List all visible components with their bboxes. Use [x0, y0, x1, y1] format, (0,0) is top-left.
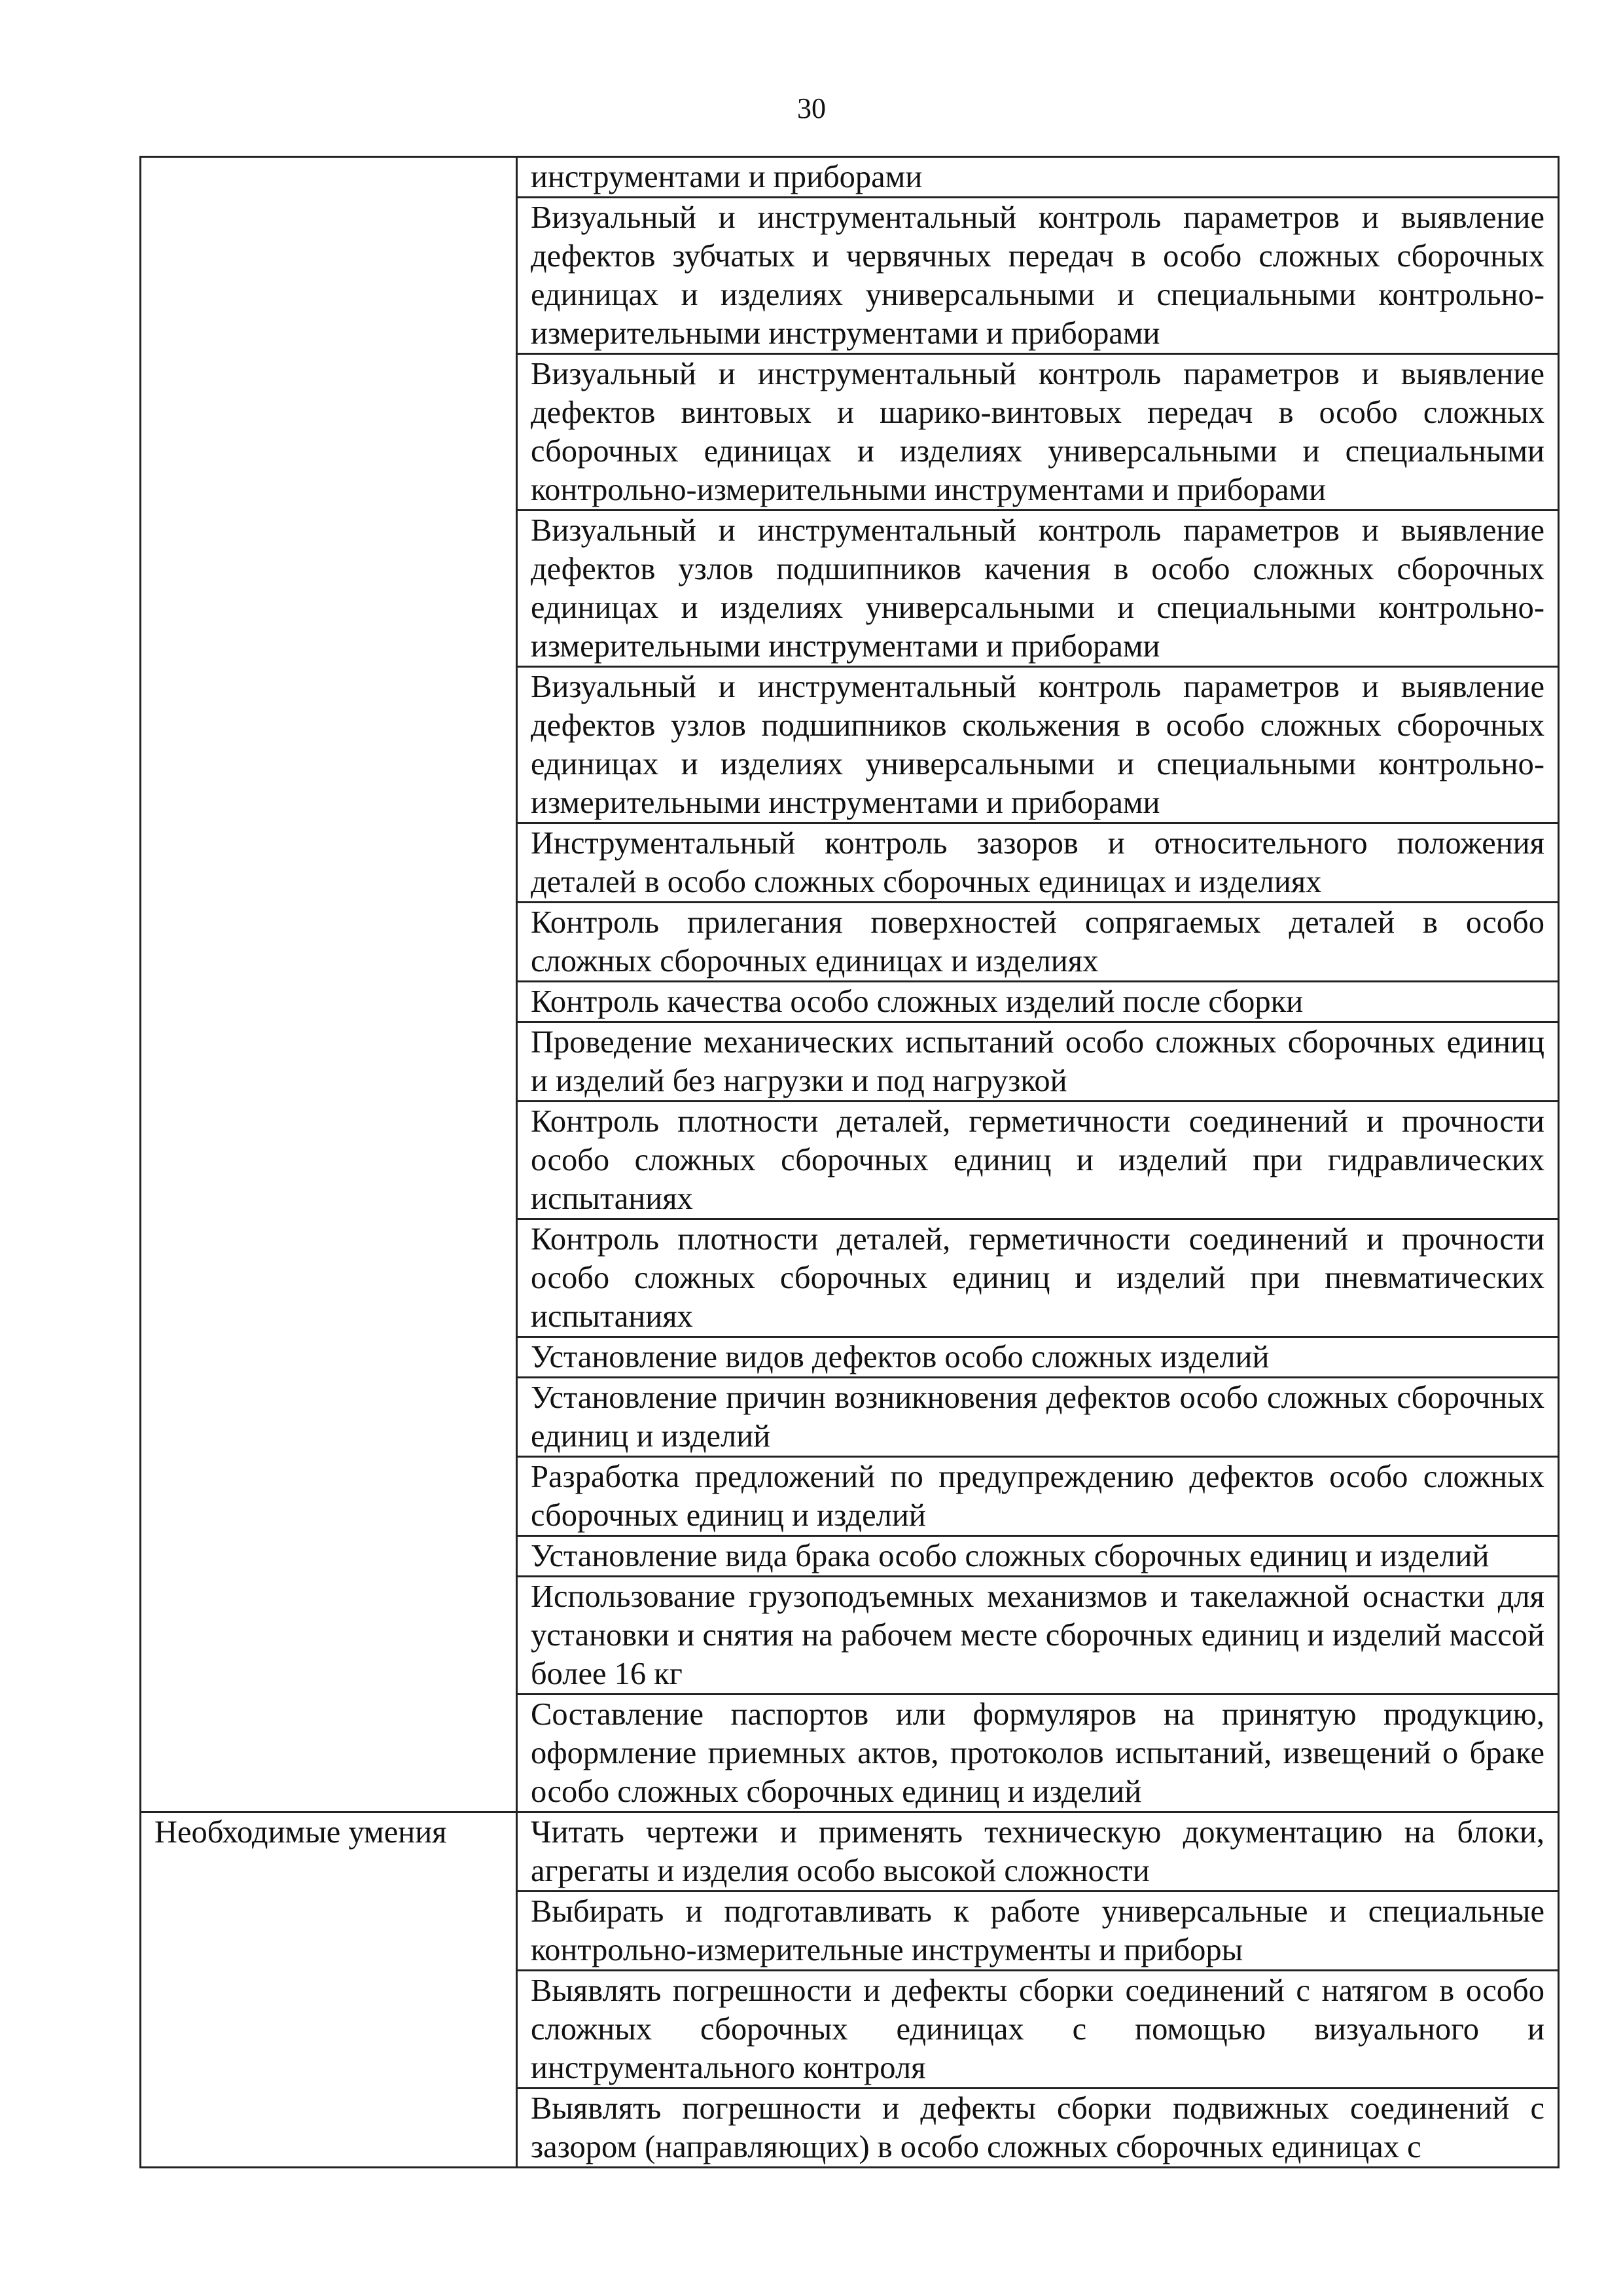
table-row	[141, 1812, 1559, 1892]
table-cell: Визуальный и инструментальный контроль параметров и выявление дефектов винтовых и шарико-винтовых передач в особо сложных сборочных единицах и изделиях универсальными и специальными контрольно-измерительными инструментами и приборами	[517, 354, 1559, 511]
table-cell: Установление видов дефектов особо сложных изделий	[517, 1337, 1559, 1378]
table-cell: Установление причин возникновения дефектов особо сложных сборочных единиц и изделий	[517, 1378, 1559, 1457]
table-cell: Выявлять погрешности и дефекты сборки подвижных соединений с зазором (направляющих) в особо сложных сборочных единицах с	[517, 2089, 1559, 2168]
table-cell: Проведение механических испытаний особо сложных сборочных единиц и изделий без нагрузки и под нагрузкой	[517, 1022, 1559, 1102]
page-number: 30	[797, 92, 826, 124]
table-cell: Инструментальный контроль зазоров и относительного положения деталей в особо сложных сборочных единицах и изделиях	[517, 823, 1559, 903]
table-cell: Составление паспортов или формуляров на принятую продукцию, оформление приемных актов, протоколов испытаний, извещений о браке особо сложных сборочных единиц и изделий	[517, 1695, 1559, 1812]
table-cell: Использование грузоподъемных механизмов и такелажной оснастки для установки и снятия на рабочем месте сборочных единиц и изделий массой более 16 кг	[517, 1577, 1559, 1695]
table-cell: Визуальный и инструментальный контроль параметров и выявление дефектов зубчатых и червячных передач в особо сложных сборочных единицах и изделиях универсальными и специальными контрольно-измерительными инструментами и приборами	[517, 198, 1559, 354]
section-label-cell: Необходимые умения	[141, 1812, 517, 2168]
table-cell: Читать чертежи и применять техническую документацию на блоки, агрегаты и изделия особо высокой сложности	[517, 1812, 1559, 1892]
table-cell: Выбирать и подготавливать к работе универсальные и специальные контрольно-измерительные инструменты и приборы	[517, 1892, 1559, 1971]
table-cell: Контроль плотности деталей, герметичности соединений и прочности особо сложных сборочных единиц и изделий при гидравлических испытаниях	[517, 1102, 1559, 1219]
table-cell: Визуальный и инструментальный контроль параметров и выявление дефектов узлов подшипников качения в особо сложных сборочных единицах и изделиях универсальными и специальными контрольно-измерительными инструментами и приборами	[517, 511, 1559, 667]
table-cell: Контроль прилегания поверхностей сопрягаемых деталей в особо сложных сборочных единицах и изделиях	[517, 903, 1559, 982]
table-cell: инструментами и приборами	[517, 157, 1559, 198]
table-cell: Контроль качества особо сложных изделий после сборки	[517, 982, 1559, 1022]
table-cell: Визуальный и инструментальный контроль параметров и выявление дефектов узлов подшипников скольжения в особо сложных сборочных единицах и изделиях универсальными и специальными контрольно-измерительными инструментами и приборами	[517, 667, 1559, 823]
table-cell: Разработка предложений по предупреждению дефектов особо сложных сборочных единиц и изделий	[517, 1457, 1559, 1536]
section-label-cell	[141, 157, 517, 1812]
table-cell: Установление вида брака особо сложных сборочных единиц и изделий	[517, 1536, 1559, 1577]
table-cell: Выявлять погрешности и дефекты сборки соединений с натягом в особо сложных сборочных единицах с помощью визуального и инструментального контроля	[517, 1971, 1559, 2089]
table-cell: Контроль плотности деталей, герметичности соединений и прочности особо сложных сборочных единиц и изделий при пневматических испытаниях	[517, 1219, 1559, 1337]
requirements-table	[139, 156, 1560, 2168]
table-row	[141, 157, 1559, 198]
